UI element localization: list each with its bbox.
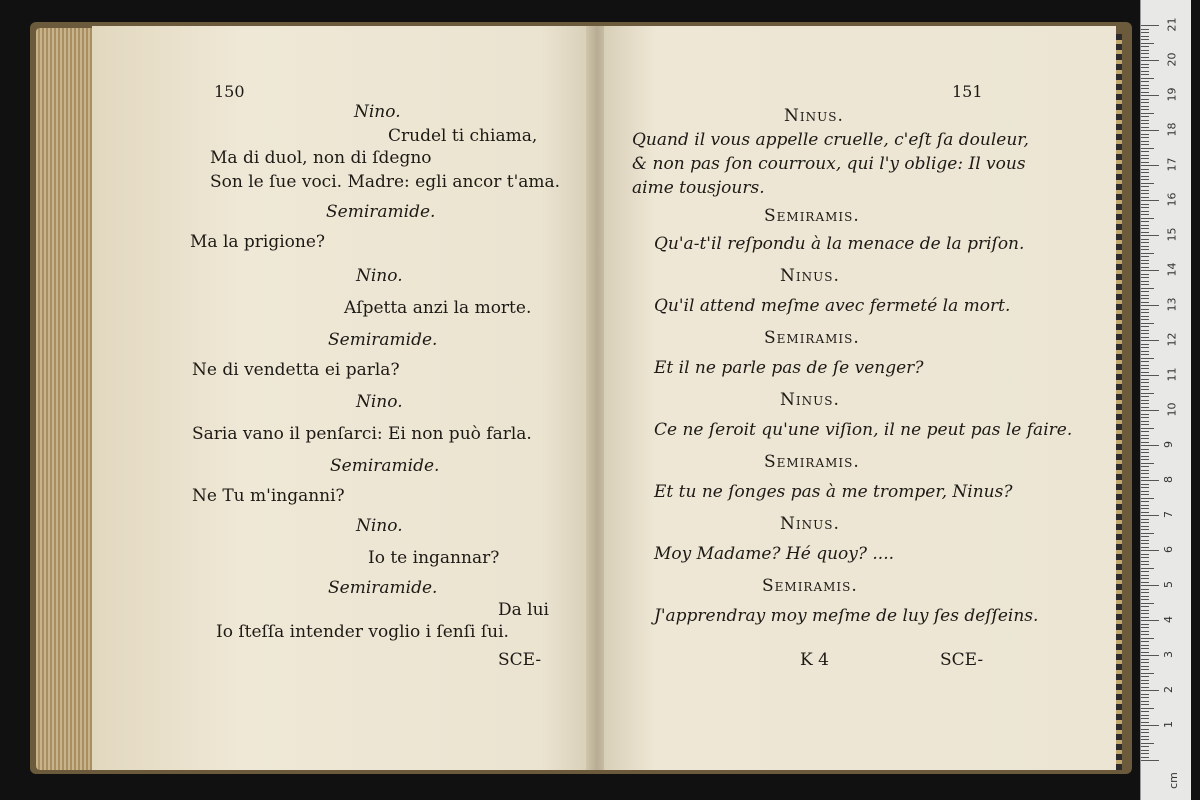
ruler-tick [1141,421,1149,422]
ruler-tick [1141,32,1149,33]
ruler-number: 21 [1165,17,1179,32]
ruler-tick [1141,179,1149,180]
ruler-tick [1141,368,1149,369]
ruler-tick [1141,680,1149,681]
ruler-tick [1141,256,1149,257]
speaker-label: Nino. [354,102,401,122]
ruler-tick [1141,351,1149,352]
ruler-number: 17 [1165,157,1179,172]
ruler-tick [1141,284,1149,285]
ruler-tick [1141,470,1149,471]
ruler-number: 5 [1162,581,1175,588]
left-page [92,26,590,770]
ruler-tick [1141,690,1159,691]
ruler-tick [1141,543,1149,544]
ruler-tick [1141,102,1149,103]
ruler-tick [1141,225,1149,226]
ruler-tick [1141,389,1149,390]
ruler-tick [1141,631,1149,632]
text-line: J'apprendray moy meſme de luy ſes deſſeins. [654,606,1039,626]
ruler-tick [1141,655,1159,656]
ruler-tick [1141,557,1149,558]
ruler-tick [1141,169,1149,170]
ruler-tick [1141,123,1149,124]
ruler-tick [1141,221,1149,222]
ruler-tick [1141,547,1149,548]
speaker-label: Semiramide. [330,456,440,476]
ruler-tick [1141,487,1149,488]
ruler-tick [1141,585,1159,586]
ruler-tick [1141,452,1149,453]
ruler-tick [1141,393,1154,394]
ruler-tick [1141,449,1149,450]
ruler-tick [1141,218,1154,219]
ruler-tick [1141,515,1159,516]
ruler-tick [1141,592,1149,593]
ruler-tick [1141,659,1149,660]
ruler-tick [1141,722,1149,723]
ruler-number: 1 [1162,721,1175,728]
ruler-number: 16 [1165,192,1179,207]
ruler-tick [1141,760,1159,761]
ruler-tick [1141,211,1149,212]
ruler-tick [1141,711,1149,712]
ruler-tick [1141,295,1149,296]
text-line: Io te ingannar? [368,548,500,568]
ruler-tick [1141,550,1159,551]
ruler-tick [1141,431,1149,432]
ruler-tick [1141,50,1149,51]
ruler-tick [1141,204,1149,205]
text-line: Ma la prigione? [190,232,326,252]
ruler-tick [1141,652,1149,653]
ruler-tick [1141,165,1159,166]
ruler-tick [1141,36,1149,37]
ruler-tick [1141,624,1149,625]
ruler-tick [1141,645,1149,646]
ruler-tick [1141,564,1149,565]
ruler-tick [1141,417,1149,418]
ruler-tick [1141,743,1154,744]
ruler-tick [1141,554,1149,555]
text-line: Crudel ti chiama, [388,126,538,146]
ruler-tick [1141,78,1154,79]
ruler-tick [1141,309,1149,310]
ruler-tick [1141,638,1154,639]
ruler-tick [1141,172,1149,173]
ruler-tick [1141,519,1149,520]
ruler-tick [1141,746,1149,747]
signature-mark: K 4 [800,650,829,670]
ruler-tick [1141,456,1149,457]
text-line: aime tousjours. [632,178,765,198]
ruler-tick [1141,330,1149,331]
ruler-tick [1141,396,1149,397]
ruler-tick [1141,704,1149,705]
ruler-tick [1141,263,1149,264]
ruler-tick [1141,127,1149,128]
ruler-tick [1141,25,1159,26]
ruler-number: 10 [1165,402,1179,417]
ruler-tick [1141,235,1159,236]
ruler-tick [1141,46,1149,47]
ruler-tick [1141,641,1149,642]
ruler-tick [1141,484,1149,485]
ruler-tick [1141,736,1149,737]
ruler-tick [1141,162,1149,163]
speaker-label: Nino. [356,516,403,536]
ruler-tick [1141,473,1149,474]
ruler-tick [1141,533,1154,534]
ruler-number: 9 [1162,441,1175,448]
ruler-tick [1141,267,1149,268]
speaker-label: Semiramis. [764,452,860,472]
ruler-tick [1141,197,1149,198]
ruler-tick [1141,617,1149,618]
ruler-tick [1141,627,1149,628]
ruler-tick [1141,498,1154,499]
ruler-tick [1141,319,1149,320]
ruler-tick [1141,466,1149,467]
text-line: Ne di vendetta ei parla? [192,360,400,380]
ruler-tick [1141,494,1149,495]
ruler-number: 13 [1165,297,1179,312]
ruler-tick [1141,382,1149,383]
ruler-number: 14 [1165,262,1179,277]
ruler-tick [1141,361,1149,362]
ruler-tick [1141,438,1149,439]
ruler-tick [1141,277,1149,278]
ruler-tick [1141,561,1149,562]
ruler-tick [1141,540,1149,541]
ruler-tick [1141,414,1149,415]
ruler-tick [1141,109,1149,110]
ruler-tick [1141,274,1149,275]
ruler-tick [1141,81,1149,82]
text-line: Son le ſue voci. Madre: egli ancor t'ama. [210,172,561,192]
ruler-unit: cm [1166,772,1180,789]
ruler-tick [1141,113,1154,114]
ruler-tick [1141,435,1149,436]
ruler-tick [1141,603,1154,604]
ruler-tick [1141,232,1149,233]
ruler-tick [1141,491,1149,492]
ruler-tick [1141,291,1149,292]
ruler-tick [1141,144,1149,145]
ruler-tick [1141,459,1149,460]
ruler-tick [1141,302,1149,303]
ruler-tick [1141,732,1149,733]
ruler-tick [1141,288,1154,289]
ruler-tick [1141,512,1149,513]
ruler-tick [1141,183,1154,184]
ruler-tick [1141,53,1149,54]
ruler-tick [1141,687,1149,688]
ruler-tick [1141,669,1149,670]
ruler-tick [1141,729,1149,730]
ruler-tick [1141,358,1154,359]
ruler-tick [1141,463,1154,464]
ruler-tick [1141,67,1149,68]
speaker-label: Ninus. [780,390,840,410]
ruler-tick [1141,424,1149,425]
ruler-tick [1141,323,1154,324]
ruler-tick [1141,270,1159,271]
text-line: Moy Madame? Hé quoy? .... [654,544,895,564]
ruler-tick [1141,662,1149,663]
ruler-tick [1141,683,1149,684]
ruler-number: 3 [1162,651,1175,658]
ruler-tick [1141,347,1149,348]
ruler-tick [1141,116,1149,117]
ruler-tick [1141,575,1149,576]
ruler-tick [1141,386,1149,387]
speaker-label: Semiramis. [764,206,860,226]
ruler-tick [1141,305,1159,306]
ruler-tick [1141,39,1149,40]
ruler-tick [1141,379,1149,380]
ruler-tick [1141,599,1149,600]
ruler-number: 12 [1165,332,1179,347]
ruler-tick [1141,134,1149,135]
ruler-tick [1141,88,1149,89]
text-line: Et il ne parle pas de ſe venger? [654,358,924,378]
ruler-tick [1141,522,1149,523]
ruler-tick [1141,480,1159,481]
ruler-tick [1141,64,1149,65]
ruler-tick [1141,148,1154,149]
ruler-tick [1141,578,1149,579]
ruler-tick [1141,354,1149,355]
ruler-tick [1141,613,1149,614]
ruler-tick [1141,666,1149,667]
ruler-number: 4 [1162,616,1175,623]
text-line: Aſpetta anzi la morte. [344,298,532,318]
ruler-tick [1141,120,1149,121]
ruler-tick [1141,158,1149,159]
speaker-label: Semiramide. [326,202,436,222]
page-number: 151 [952,82,983,101]
ruler-tick [1141,57,1149,58]
ruler-tick [1141,176,1149,177]
ruler-tick [1141,725,1159,726]
text-line: Saria vano il penſarci: Ei non può farla. [192,424,532,444]
ruler-tick [1141,694,1149,695]
ruler-tick [1141,316,1149,317]
speaker-label: Semiramide. [328,330,438,350]
ruler-number: 2 [1162,686,1175,693]
ruler-tick [1141,400,1149,401]
text-line: Et tu ne ſonges pas à me tromper, Ninus? [654,482,1013,502]
ruler-tick [1141,130,1159,131]
ruler-tick [1141,568,1154,569]
ruler-tick [1141,505,1149,506]
right-page [604,26,1116,770]
ruler-tick [1141,589,1149,590]
speaker-label: Ninus. [780,514,840,534]
catchword: SCE- [498,650,542,670]
text-line: Da lui [498,600,549,620]
ruler-tick [1141,610,1149,611]
page-edges-left [36,28,96,770]
ruler-tick [1141,673,1154,674]
ruler-tick [1141,246,1149,247]
catchword: SCE- [940,650,984,670]
speaker-label: Semiramide. [328,578,438,598]
ruler-tick [1141,85,1149,86]
ruler-tick [1141,29,1149,30]
ruler-tick [1141,445,1159,446]
ruler-tick [1141,477,1149,478]
ruler-tick [1141,529,1149,530]
ruler-number: 19 [1165,87,1179,102]
measurement-ruler [1140,0,1191,800]
ruler-tick [1141,715,1149,716]
ruler-tick [1141,701,1149,702]
ruler-tick [1141,281,1149,282]
text-line: & non pas ſon courroux, qui l'y oblige: Il vous [632,154,1026,174]
ruler-tick [1141,312,1149,313]
ruler-number: 11 [1165,367,1179,382]
ruler-tick [1141,582,1149,583]
speaker-label: Semiramis. [762,576,858,596]
ruler-tick [1141,750,1149,751]
ruler-tick [1141,298,1149,299]
ruler-number: 18 [1165,122,1179,137]
ruler-tick [1141,344,1149,345]
ruler-tick [1141,676,1149,677]
ruler-tick [1141,92,1149,93]
ruler-tick [1141,60,1159,61]
ruler-tick [1141,249,1149,250]
ruler-tick [1141,326,1149,327]
ruler-tick [1141,71,1149,72]
ruler-tick [1141,193,1149,194]
ruler-tick [1141,407,1149,408]
ruler-number: 8 [1162,476,1175,483]
text-line: Io ſteſſa intender voglio i ſenſi ſui. [216,622,509,642]
ruler-number: 15 [1165,227,1179,242]
ruler-tick [1141,137,1149,138]
ruler-tick [1141,190,1149,191]
ruler-tick [1141,606,1149,607]
text-line: Qu'a-t'il reſpondu à la menace de la priſon. [654,234,1025,254]
ruler-tick [1141,214,1149,215]
ruler-tick [1141,253,1154,254]
speaker-label: Semiramis. [764,328,860,348]
ruler-tick [1141,375,1159,376]
ruler-tick [1141,372,1149,373]
ruler-tick [1141,337,1149,338]
ruler-tick [1141,99,1149,100]
ruler-number: 6 [1162,546,1175,553]
speaker-label: Ninus. [780,266,840,286]
ruler-tick [1141,141,1149,142]
ruler-tick [1141,697,1149,698]
ruler-tick [1141,151,1149,152]
ruler-tick [1141,536,1149,537]
ruler-tick [1141,442,1149,443]
page-number: 150 [214,82,245,101]
ruler-tick [1141,260,1149,261]
ruler-tick [1141,155,1149,156]
ruler-tick [1141,95,1159,96]
ruler-number: 7 [1162,511,1175,518]
ruler-tick [1141,757,1149,758]
ruler-tick [1141,186,1149,187]
ruler-tick [1141,620,1159,621]
ruler-tick [1141,333,1149,334]
ruler-tick [1141,571,1149,572]
ruler-tick [1141,708,1154,709]
ruler-tick [1141,207,1149,208]
text-line: Quand il vous appelle cruelle, c'eſt ſa douleur, [632,130,1029,150]
ruler-tick [1141,228,1149,229]
ruler-tick [1141,43,1154,44]
ruler-tick [1141,239,1149,240]
ruler-tick [1141,501,1149,502]
ruler-tick [1141,340,1159,341]
text-line: Ma di duol, non di ſdegno [210,148,432,168]
ruler-tick [1141,200,1159,201]
speaker-label: Ninus. [784,106,844,126]
ruler-tick [1141,508,1149,509]
ruler-tick [1141,428,1154,429]
ruler-tick [1141,365,1149,366]
ruler-tick [1141,106,1149,107]
text-line: Qu'il attend meſme avec fermeté la mort. [654,296,1011,316]
ruler-tick [1141,634,1149,635]
text-line: Ce ne ſeroit qu'une viſion, il ne peut pas le faire. [654,420,1073,440]
ruler-tick [1141,74,1149,75]
ruler-tick [1141,526,1149,527]
ruler-tick [1141,596,1149,597]
speaker-label: Nino. [356,266,403,286]
ruler-number: 20 [1165,52,1179,67]
ruler-tick [1141,410,1159,411]
text-line: Ne Tu m'inganni? [192,486,345,506]
ruler-tick [1141,753,1149,754]
speaker-label: Nino. [356,392,403,412]
ruler-tick [1141,648,1149,649]
ruler-tick [1141,718,1149,719]
ruler-tick [1141,403,1149,404]
ruler-tick [1141,242,1149,243]
ruler-tick [1141,739,1149,740]
